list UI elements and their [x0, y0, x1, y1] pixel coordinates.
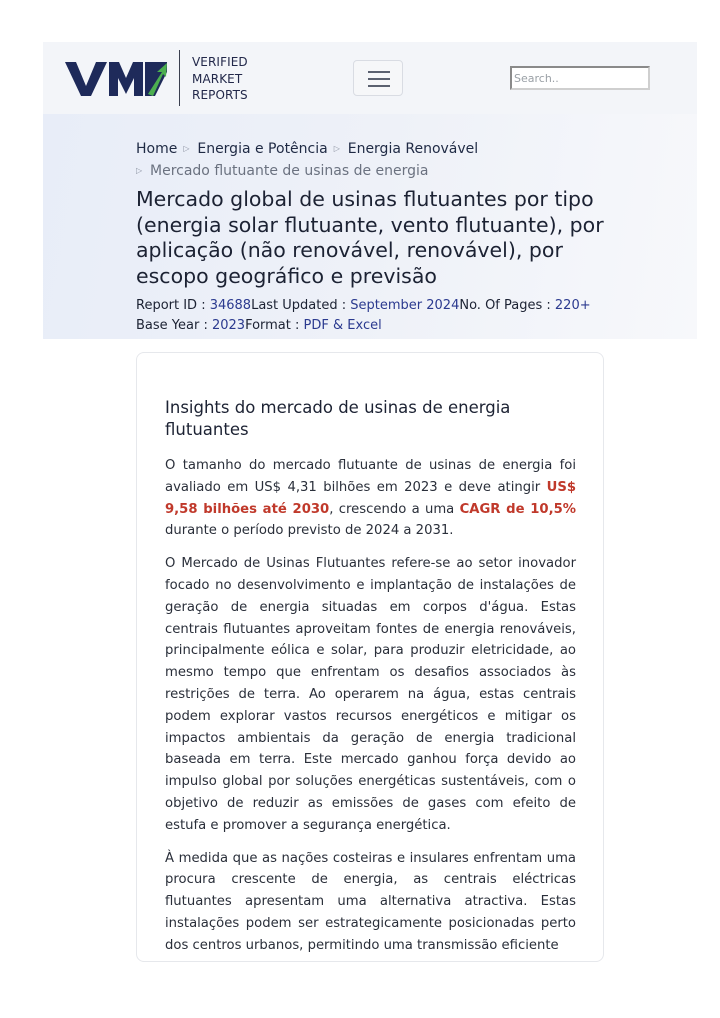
format-value: PDF & Excel — [303, 318, 382, 333]
report-meta — [136, 296, 656, 336]
report-meta-row-2 — [136, 316, 656, 336]
insights-paragraph-1 — [165, 455, 576, 542]
breadcrumb-current-row — [136, 160, 616, 182]
report-meta-row-1 — [136, 296, 656, 316]
vmr-logo-icon — [65, 60, 167, 98]
insights-paragraph-3: À medida que as nações costeiras e insulares enfrentam uma procura crescente de energia, as centrais eléctricas flutuantes apresentam uma alternativa atractiva. Estas instalações podem ser estrategicamente posicionadas perto dos centros urbanos, permitindo uma transmissão eficiente — [165, 850, 576, 953]
brand-line-1: VERIFIED — [192, 55, 248, 69]
p1-text-b: , crescendo a uma — [329, 501, 460, 517]
market-size-highlight: US$ 9,58 bilhões até 2030 — [165, 479, 576, 517]
insights-paragraph-2: O Mercado de Usinas Flutuantes refere-se ao setor inovador focado no desenvolvimento e implantação de instalações de geração de energia situadas em corpos d'água. Estas centrais flutuantes aproveitam fontes de energia renováveis, principalmente eólica e solar, para produzir eletricidade, ao mesmo tempo que enfrentam os desafios associados às restrições de terra. Ao operarem na água, estas centrais podem explorar vastos recursos energéticos e mitigar os impactos ambientais da geração de energia tradicional baseada em terra. Este mercado ganhou força devido ao impulso global por soluções energéticas sustentáveis, com o objetivo de reduzir as emissões de gases com efeito de estufa e promover a segurança energética. — [165, 556, 576, 833]
pages-label: No. Of Pages : — [459, 298, 555, 313]
page-title: Mercado global de usinas flutuantes por tipo (energia solar flutuante, vento flutuante), por aplicação (não renovável, renovável), por escopo geográfico e previsão — [136, 187, 604, 288]
brand-line-3: REPORTS — [192, 88, 248, 102]
breadcrumb-renewable-energy[interactable]: Energia Renovável — [347, 141, 479, 157]
report-id-value: 34688 — [209, 298, 252, 313]
breadcrumb — [136, 138, 616, 182]
breadcrumb-home[interactable]: Home — [136, 141, 178, 157]
insights-card — [136, 352, 604, 962]
p1-text-a: O tamanho do mercado flutuante de usinas de energia foi avaliado em US$ 4,31 bilhões em 2023 e deve atingir — [165, 458, 576, 495]
report-id-label: Report ID : — [136, 298, 210, 313]
format-label: Format : — [245, 318, 304, 333]
hamburger-icon-bar — [368, 78, 390, 80]
base-year-label: Base Year : — [136, 318, 212, 333]
search-input[interactable] — [510, 66, 650, 90]
hamburger-icon-bar — [368, 85, 390, 87]
insights-body — [165, 455, 576, 962]
brand-logo[interactable] — [65, 50, 265, 106]
brand-name — [192, 54, 248, 104]
site-header — [43, 42, 697, 114]
pages-value: 220+ — [554, 298, 591, 313]
last-updated-value: September 2024 — [350, 298, 460, 313]
chevron-right-icon: ▷ — [136, 166, 143, 175]
report-hero — [43, 114, 697, 339]
breadcrumb-energy-power[interactable]: Energia e Potência — [197, 141, 328, 157]
insights-heading: Insights do mercado de usinas de energia flutuantes — [165, 398, 511, 439]
last-updated-label: Last Updated : — [251, 298, 351, 313]
logo-divider — [179, 50, 180, 106]
chevron-right-icon: ▷ — [183, 144, 190, 153]
breadcrumb-current: Mercado flutuante de usinas de energia — [150, 163, 429, 179]
p1-text-c: durante o período previsto de 2024 a 2031. — [165, 523, 454, 539]
cagr-highlight: CAGR de 10,5% — [459, 501, 576, 517]
menu-toggle-button[interactable] — [353, 60, 403, 96]
hamburger-icon — [368, 71, 390, 73]
brand-line-2: MARKET — [192, 71, 243, 86]
chevron-right-icon: ▷ — [333, 144, 340, 153]
base-year-value: 2023 — [211, 318, 246, 333]
